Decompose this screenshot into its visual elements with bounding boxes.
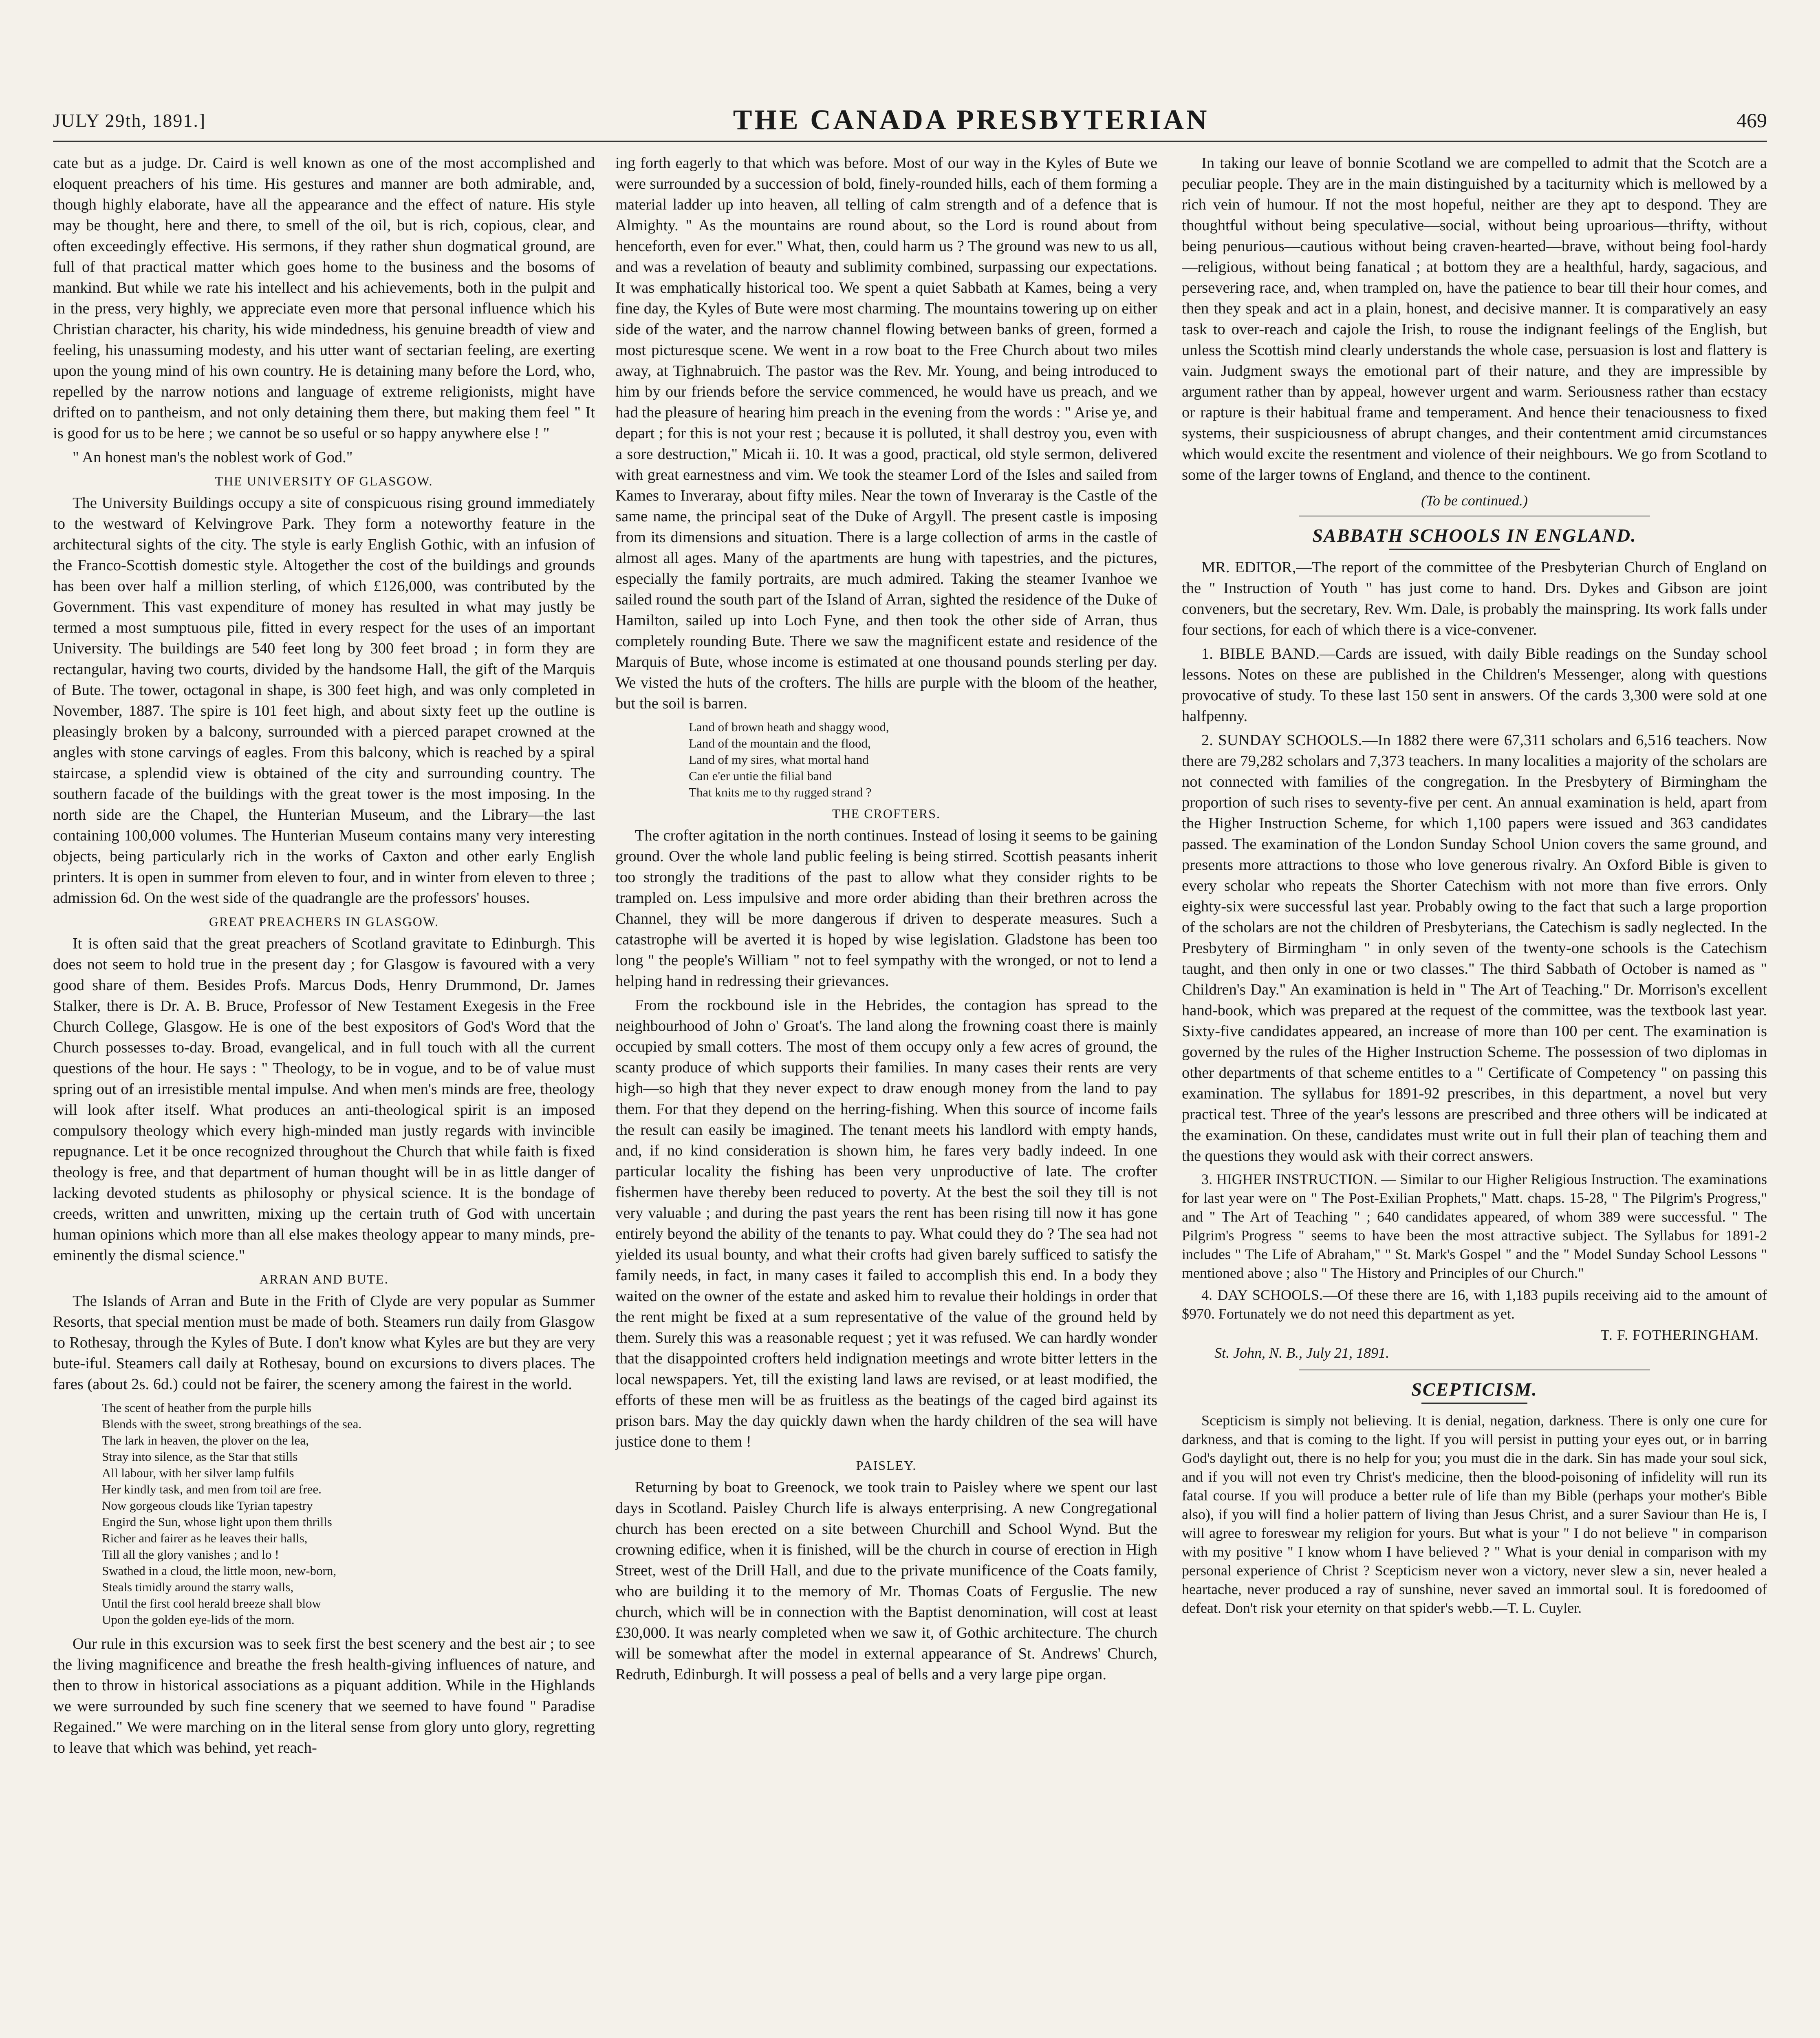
title-rule [1389, 549, 1560, 550]
page-number: 469 [1736, 109, 1767, 132]
poem-line: Land of brown heath and shaggy wood, [689, 720, 889, 734]
paragraph: Scepticism is simply not believing. It is denial, negation, darkness. There is only one cure for darkness, and that is coming to the light. If you will persist in putting your eyes out, or in barring God's daylight out, there is no help for you; you must die in the dark. Sin has made your soul sick, and if you will not even try Christ's medicine, then the blood-poisoning of infidelity will run its fatal course. If you will produce a better rule of life than my Bible (perhaps your mother's Bible also), if you will find a holier pattern of living than Jesus Christ, and a surer Saviour than He is, I will agree to foreswear my religion for yours. But what is your " I do not believe " in comparison with my positive " I know whom I have believed ? " What is your denial in comparison with my personal experience of Christ ? Scepticism never won a victory, never slew a sin, never healed a heartache, never produced a ray of sunshine, never saved an immortal soul. It is foredoomed of defeat. Don't risk your eternity on that spider's webb.—T. L. Cuyler. [1182, 1412, 1767, 1616]
poem [689, 719, 1157, 801]
poem-line: Can e'er untie the filial band [689, 769, 832, 783]
poem-line: Till all the glory vanishes ; and lo ! [102, 1547, 279, 1562]
poem-line: Engird the Sun, whose light upon them thrills [102, 1515, 332, 1529]
paragraph: In taking our leave of bonnie Scotland we are compelled to admit that the Scotch are a peculiar people. They are in the main distinguished by a taciturnity which is mellowed by a rich vein of humour. If not the most hopeful, neither are they apt to despond. They are thoughtful without being speculative—social, without being uproarious—thrifty, without being penurious—cautious without being craven-hearted—brave, without being fool-hardy—religious, without being fanatical ; at bottom they are a healthful, hardy, sagacious, and persevering race, and, when trampled on, have the patience to bear till their hour comes, and then they speak and act in a plain, honest, and decisive manner. It is comparatively an easy task to over-reach and cajole the Irish, to rouse the indignant feelings of the English, but unless the Scottish mind clearly understands the whole case, persuasion is lost and flattery is vain. Judgment sways the emotional part of their nature, and they are impressible by argument rather than by appeal, however urgent and warm. Seriousness rather than ecstacy or rapture is their habitual frame and temperament. And hence their tenaciousness to fixed systems, their suspiciousness of abrupt changes, and their contentment amid circumstances which would excite the resentment and violence of their neighbours. We go from Scotland to some of the larger towns of England, and thence to the continent. [1182, 154, 1767, 483]
section-heading: ARRAN AND BUTE. [259, 1272, 389, 1286]
poem-line: Her kindly task, and men from toil are free. [102, 1482, 322, 1496]
column-1 [53, 153, 595, 2038]
paragraph: cate but as a judge. Dr. Caird is well known as one of the most accomplished and eloquent preachers of his time. His gestures and manner are both admirable, and, though highly elaborate, have all the appearance and the effect of nature. His style may be thought, here and there, to smell of the oil, but is rich, copious, clear, and often exceedingly effective. His sermons, if they rather shun dogmatical ground, are full of that practical matter which goes home to the business and the bosoms of mankind. But while we rate his intellect and his achievements, both in the pulpit and in the press, very highly, we appreciate even more that personal influence which his Christian character, his charity, his wide mindedness, his genuine breadth of view and feeling, his unassuming modesty, and his utter want of sectarian feeling, are exerting upon the young mind of his own country. He is detaining many before the Lord, who, repelled by the narrow notions and language of extreme religionists, might have drifted on to pantheism, and not only detaining them there, but making them feel " It is good for us to be here ; we cannot be so useful or so happy anywhere else ! " [53, 154, 595, 442]
column-2 [615, 153, 1157, 2038]
article-title: SCEPTICISM. [1411, 1379, 1538, 1400]
issue-date: JULY 29th, 1891.] [53, 110, 206, 131]
poem-line: Until the first cool herald breeze shall blow [102, 1596, 322, 1610]
title-rule [1421, 1403, 1527, 1404]
poem-line: Stray into silence, as the Star that stills [102, 1449, 298, 1464]
masthead-title: THE CANADA PRESBYTERIAN [733, 104, 1210, 136]
paragraph: From the rockbound isle in the Hebrides, the contagion has spread to the neighbourhood of John o' Groat's. The land along the frowning coast there is mainly occupied by small cotters. The most of them occupy only a few acres of ground, the scanty produce of which supports their families. In many cases their rents are very high—so high that they never expect to draw enough money from the land to pay them. For that they depend on the herring-fishing. When this source of income fails the result can easily be imagined. The tenant meets his landlord with empty hands, and, if no kind consideration is shown him, he fares very badly indeed. In one particular locality the fishing has been very unproductive of late. The crofter fishermen have thereby been reduced to poverty. At the best the soil they till is not very valuable ; and during the past years the rent has been rising till now it has gone entirely beyond the ability of the tenants to pay. What could they do ? The sea had not yielded its usual bounty, and what their crofts had given barely sufficed to satisfy the family needs, in fact, in many cases it failed to accomplish this end. In a body they waited on the owner of the estate and asked him to revalue their holdings in order that the rent might be fixed at a sum representative of the value of the ground held by them. Surely this was a reasonable request ; yet it was refused. We can hardly wonder that the disappointed crofters held indignation meetings and wrote bitter letters in the local newspapers. Yet, till the existing land laws are revised, or at least modified, the efforts of these men will be as fruitless as the beatings of the caged bird against its prison bars. May the day quickly dawn when the hardy children of the sea will have justice done to them ! [615, 997, 1157, 1450]
paragraph: It is often said that the great preachers of Scotland gravitate to Edinburgh. This does not seem to hold true in the present day ; for Glasgow is favoured with a very good share of them. Besides Profs. Marcus Dods, Henry Drummond, Dr. James Stalker, there is Dr. A. B. Bruce, Professor of New Testament Exegesis in the Free Church College, Glasgow. He is one of the best expositors of God's Word that the Church possesses to-day. Broad, evangelical, and in full touch with all the current questions of the hour. He says : " Theology, to be in vogue, and to be of value must spring out of an irresistible mental impulse. And when men's minds are free, theology will look after itself. What produces an anti-theological spirit is an imposed compulsory theology which every high-minded man justly regards with invincible repugnance. Let it be once recognized throughout the Church that while faith is fixed theology is free, and that department of human thought will be in as little danger of lacking devoted students as philosophy or physical science. It is the bondage of creeds, written and unwritten, mixing up the certain truth of God with uncertain human opinions which more than all else makes theology appear to many minds, pre-eminently the dismal science." [53, 935, 595, 1264]
paragraph: The University Buildings occupy a site of conspicuous rising ground immediately to the westward of Kelvingrove Park. They form a noteworthy feature in the architectural sights of the city. The style is early English Gothic, with an infusion of the Franco-Scottish domestic style. Altogether the cost of the buildings and grounds has been over half a million sterling, of which £126,000, was contributed by the Government. This vast expenditure of money has resulted in what may justly be termed a most sumptuous pile, fitted in every respect for the uses of an important University. The buildings are 540 feet long by 300 feet broad ; in form they are rectangular, having two courts, divided by the handsome Hall, the gift of the Marquis of Bute. The tower, octagonal in shape, is 300 feet high, and was only completed in November, 1887. The spire is 101 feet high, and about sixty feet up the outline is pleasingly broken by a balcony, surrounded with a pierced parapet crowned at the angles with stone carvings of eagles. From this balcony, which is reached by a spiral staircase, a splendid view is obtained of the city and surrounding country. The southern facade of the buildings with the great tower is the most imposing. In the north side are the Chapel, the Hunterian Museum, and the Library—the last containing 100,000 volumes. The Hunterian Museum contains many very interesting objects, being particularly rich in the works of Caxton and other early English printers. It is open in summer from eleven to four, and in winter from eleven to three ; admission 6d. On the west side of the quadrangle are the professors' houses. [53, 494, 595, 907]
poem-line: All labour, with her silver lamp fulfils [102, 1466, 294, 1480]
paragraph: ing forth eagerly to that which was before. Most of our way in the Kyles of Bute we were surrounded by a succession of bold, finely-rounded hills, each of them forming a material ladder up into heaven, all telling of calm strength and of a defence that is Almighty. " As the mountains are round about, so the Lord is round about from henceforth, even for ever." What, then, could harm us ? The ground was new to us all, and was a revelation of beauty and sublimity combined, surpassing our expectations. It was emphatically historical too. We spent a quiet Sabbath at Kames, being a very fine day, the Kyles of Bute were most charming. The mountains towering up on either side of the water, and the narrow channel flowing between banks of green, formed a most picturesque scene. We went in a row boat to the Free Church about two miles away, at Tighnabruich. The pastor was the Rev. Mr. Young, and being introduced to him by our friends before the service commenced, he would have us preach, and we had the pleasure of hearing him preach in the evening from the words : " Arise ye, and depart ; for this is not your rest ; because it is polluted, it shall destroy you, even with a sore destruction," Micah ii. 10. It was a good, practical, old style sermon, delivered with great earnestness and vim. We took the steamer Lord of the Isles and sailed from Kames to Inveraray, about fifty miles. Near the town of Inveraray is the Castle of the same name, the principal seat of the Duke of Argyll. The present castle is imposing from its dimensions and situation. There is a large collection of arms in the castle of almost all ages. Many of the apartments are hung with tapestries, and the pictures, especially the family portraits, are much admired. Taking the steamer Ivanhoe we sailed round the south part of the Island of Arran, sighted the residence of the Duke of Hamilton, sailed up into Loch Fyne, and then took the other side of Arran, thus completely rounding Bute. There we saw the magnificent estate and residence of the Marquis of Bute, whose income is estimated at one thousand pounds sterling per day. We visted the huts of the crofters. The hills are purple with the bloom of the heather, but the soil is barren. [615, 154, 1157, 712]
poem-line: Swathed in a cloud, the little moon, new-born, [102, 1564, 337, 1578]
poem-line: The scent of heather from the purple hills [102, 1401, 311, 1415]
page-header [53, 104, 1767, 137]
paragraph: Returning by boat to Greenock, we took train to Paisley where we spent our last days in Scotland. Paisley Church life is always enterprising. A new Congregational church has been erected on a site between Churchill and School Wynd. But the crowning edifice, when it is finished, will be the church in course of erection in High Street, west of the Drill Hall, and due to the private munificence of the Coats family, who are building it to the memory of Mr. Thomas Coats of Ferguslie. The new church, which will be in connection with the Baptist denomination, will cost at least £30,000. It was nearly completed when we saw it, of Gothic architecture. The church will be somewhat after the model in external appearance of St. Andrews' Church, Redruth, Edinburgh. It will possess a peal of bells and a very large pipe organ. [615, 1479, 1157, 1683]
section-heading: THE CROFTERS. [832, 806, 941, 821]
poem-line: Land of the mountain and the flood, [689, 736, 871, 750]
poem-line: Richer and fairer as he leaves their halls, [102, 1531, 308, 1545]
to-be-continued: (To be continued.) [1421, 492, 1528, 509]
paragraph: 1. BIBLE BAND.—Cards are issued, with daily Bible readings on the Sunday school lessons. Notes on these are published in the Children's Messenger, along with questions provocative of study. To these last 150 sent in answers. Of the cards 3,300 were sold at one halfpenny. [1182, 645, 1767, 725]
poem-line: Upon the golden eye-lids of the morn. [102, 1612, 295, 1627]
poem-line: Blends with the sweet, strong breathings of the sea. [102, 1417, 362, 1431]
paragraph: The Islands of Arran and Bute in the Frith of Clyde are very popular as Summer Resorts, that special mention must be made of both. Steamers run daily from Glasgow to Rothesay, through the Kyles of Bute. I don't know what Kyles are but they are very bute-iful. Steamers call daily at Rothesay, bound on excursions to divers places. The fares (about 2s. 6d.) could not be fairer, the scenery among the fairest in the world. [53, 1292, 595, 1393]
section-heading: GREAT PREACHERS IN GLASGOW. [209, 914, 439, 929]
article-columns [53, 153, 1767, 2038]
paragraph: 2. SUNDAY SCHOOLS.—In 1882 there were 67,311 scholars and 6,516 teachers. Now there are 79,282 scholars and 7,373 teachers. In many localities a majority of the scholars are not connected with families of the congregation. In the Presbytery of Birmingham the proportion of such rises to seventy-five per cent. An annual examination is held, apart from the Higher Instruction Scheme, for which 1,100 papers were issued and 363 candidates passed. The examination of the London Sunday School Union covers the same ground, and presents more attractions to those who love generous rivalry. An Oxford Bible is given to every scholar who repeats the Shorter Catechism with not more than five errors. Only eighty-six were successful last year. Probably owing to the fact that such a large proportion of the scholars are not the children of Presbyterians, the Catechism is sadly neglected. In the Presbytery of Birmingham " in only seven of the twenty-one schools is the Catechism taught, and then only in one or two classes." The third Sabbath of October is named as " Children's Day." An examination is held in " The Art of Teaching." Dr. Morrison's excellent hand-book, which was prepared at the request of the committee, was the textbook last year. Sixty-five candidates appeared, an increase of more than 100 per cent. The examination is governed by the rules of the Higher Instruction Scheme. The possession of two diplomas in other departments of that scheme entitles to a " Certificate of Competency " on passing this examination. The syllabus for 1891-92 prescribes, in this department, a novel but very practical test. Three of the year's lessons are prescribed and three others will be indicated at the examination. On these, candidates must write out in full their plan of teaching them and the questions they would ask with their correct answers. [1182, 732, 1767, 1165]
section-heading: PAISLEY. [856, 1458, 917, 1473]
paragraph: Our rule in this excursion was to seek first the best scenery and the best air ; to see the living magnificence and breathe the fresh health-giving influences of nature, and then to throw in historical associations as a piquant addition. While in the Highlands we were surrounded by such fine scenery that we seemed to have found " Paradise Regained." We were marching on in the literal sense from glory unto glory, regretting to leave that which was behind, yet reach- [53, 1635, 595, 1756]
column-3 [1182, 153, 1767, 2038]
paragraph: The crofter agitation in the north continues. Instead of losing it seems to be gaining ground. Over the whole land public feeling is being stirred. Scottish peasants inherit too strongly the traditions of the past to allow what they consider rights to be trampled on. Less impulsive and more order abiding than their brethren across the Channel, they will be more dangerous if driven to desperate measures. Such a catastrophe will be averted it is hoped by wise legislation. Gladstone has been too long " the people's William " not to feel sympathy with the wronged, or not to lend a helping hand in redressing their grievances. [615, 827, 1157, 990]
paragraph: 4. DAY SCHOOLS.—Of these there are 16, with 1,183 pupils receiving aid to the amount of $970. Fortunately we do not need this department as yet. [1182, 1287, 1767, 1322]
paragraph: 3. HIGHER INSTRUCTION. — Similar to our Higher Religious Instruction. The examinations for last year were on " The Post-Exilian Prophets," Matt. chaps. 15-28, " The Pilgrim's Progress," and " The Art of Teaching " ; 640 candidates appeared, of whom 389 were successful. " The Pilgrim's Progress " seems to have been the most attractive subject. The Syllabus for 1891-2 includes " The Life of Abraham," " St. Mark's Gospel " and the " Model Sunday School Lessons " mentioned above ; also " The History and Principles of our Church." [1182, 1171, 1767, 1281]
article-title: SABBATH SCHOOLS IN ENGLAND. [1312, 525, 1637, 546]
header-rule [53, 141, 1767, 142]
poem-line: Steals timidly around the starry walls, [102, 1580, 294, 1594]
paragraph: " An honest man's the noblest work of God." [73, 449, 353, 466]
paragraph: MR. EDITOR,—The report of the committee of the Presbyterian Church of England on the " Instruction of Youth " has just come to hand. Drs. Dykes and Gibson are joint conveners, but the secretary, Rev. Wm. Dale, is probably the mainspring. Its work falls under four sections, for each of which there is a vice-convener. [1182, 559, 1767, 638]
poem-line: Land of my sires, what mortal hand [689, 752, 869, 767]
signature-place-date: St. John, N. B., July 21, 1891. [1214, 1345, 1389, 1361]
poem-line: The lark in heaven, the plover on the lea, [102, 1433, 309, 1447]
poem-line: Now gorgeous clouds like Tyrian tapestry [102, 1498, 313, 1513]
section-heading: THE UNIVERSITY OF GLASGOW. [215, 474, 433, 488]
poem-line: That knits me to thy rugged strand ? [689, 785, 872, 799]
poem [102, 1400, 595, 1628]
signature: T. F. FOTHERINGHAM. [1600, 1327, 1759, 1343]
